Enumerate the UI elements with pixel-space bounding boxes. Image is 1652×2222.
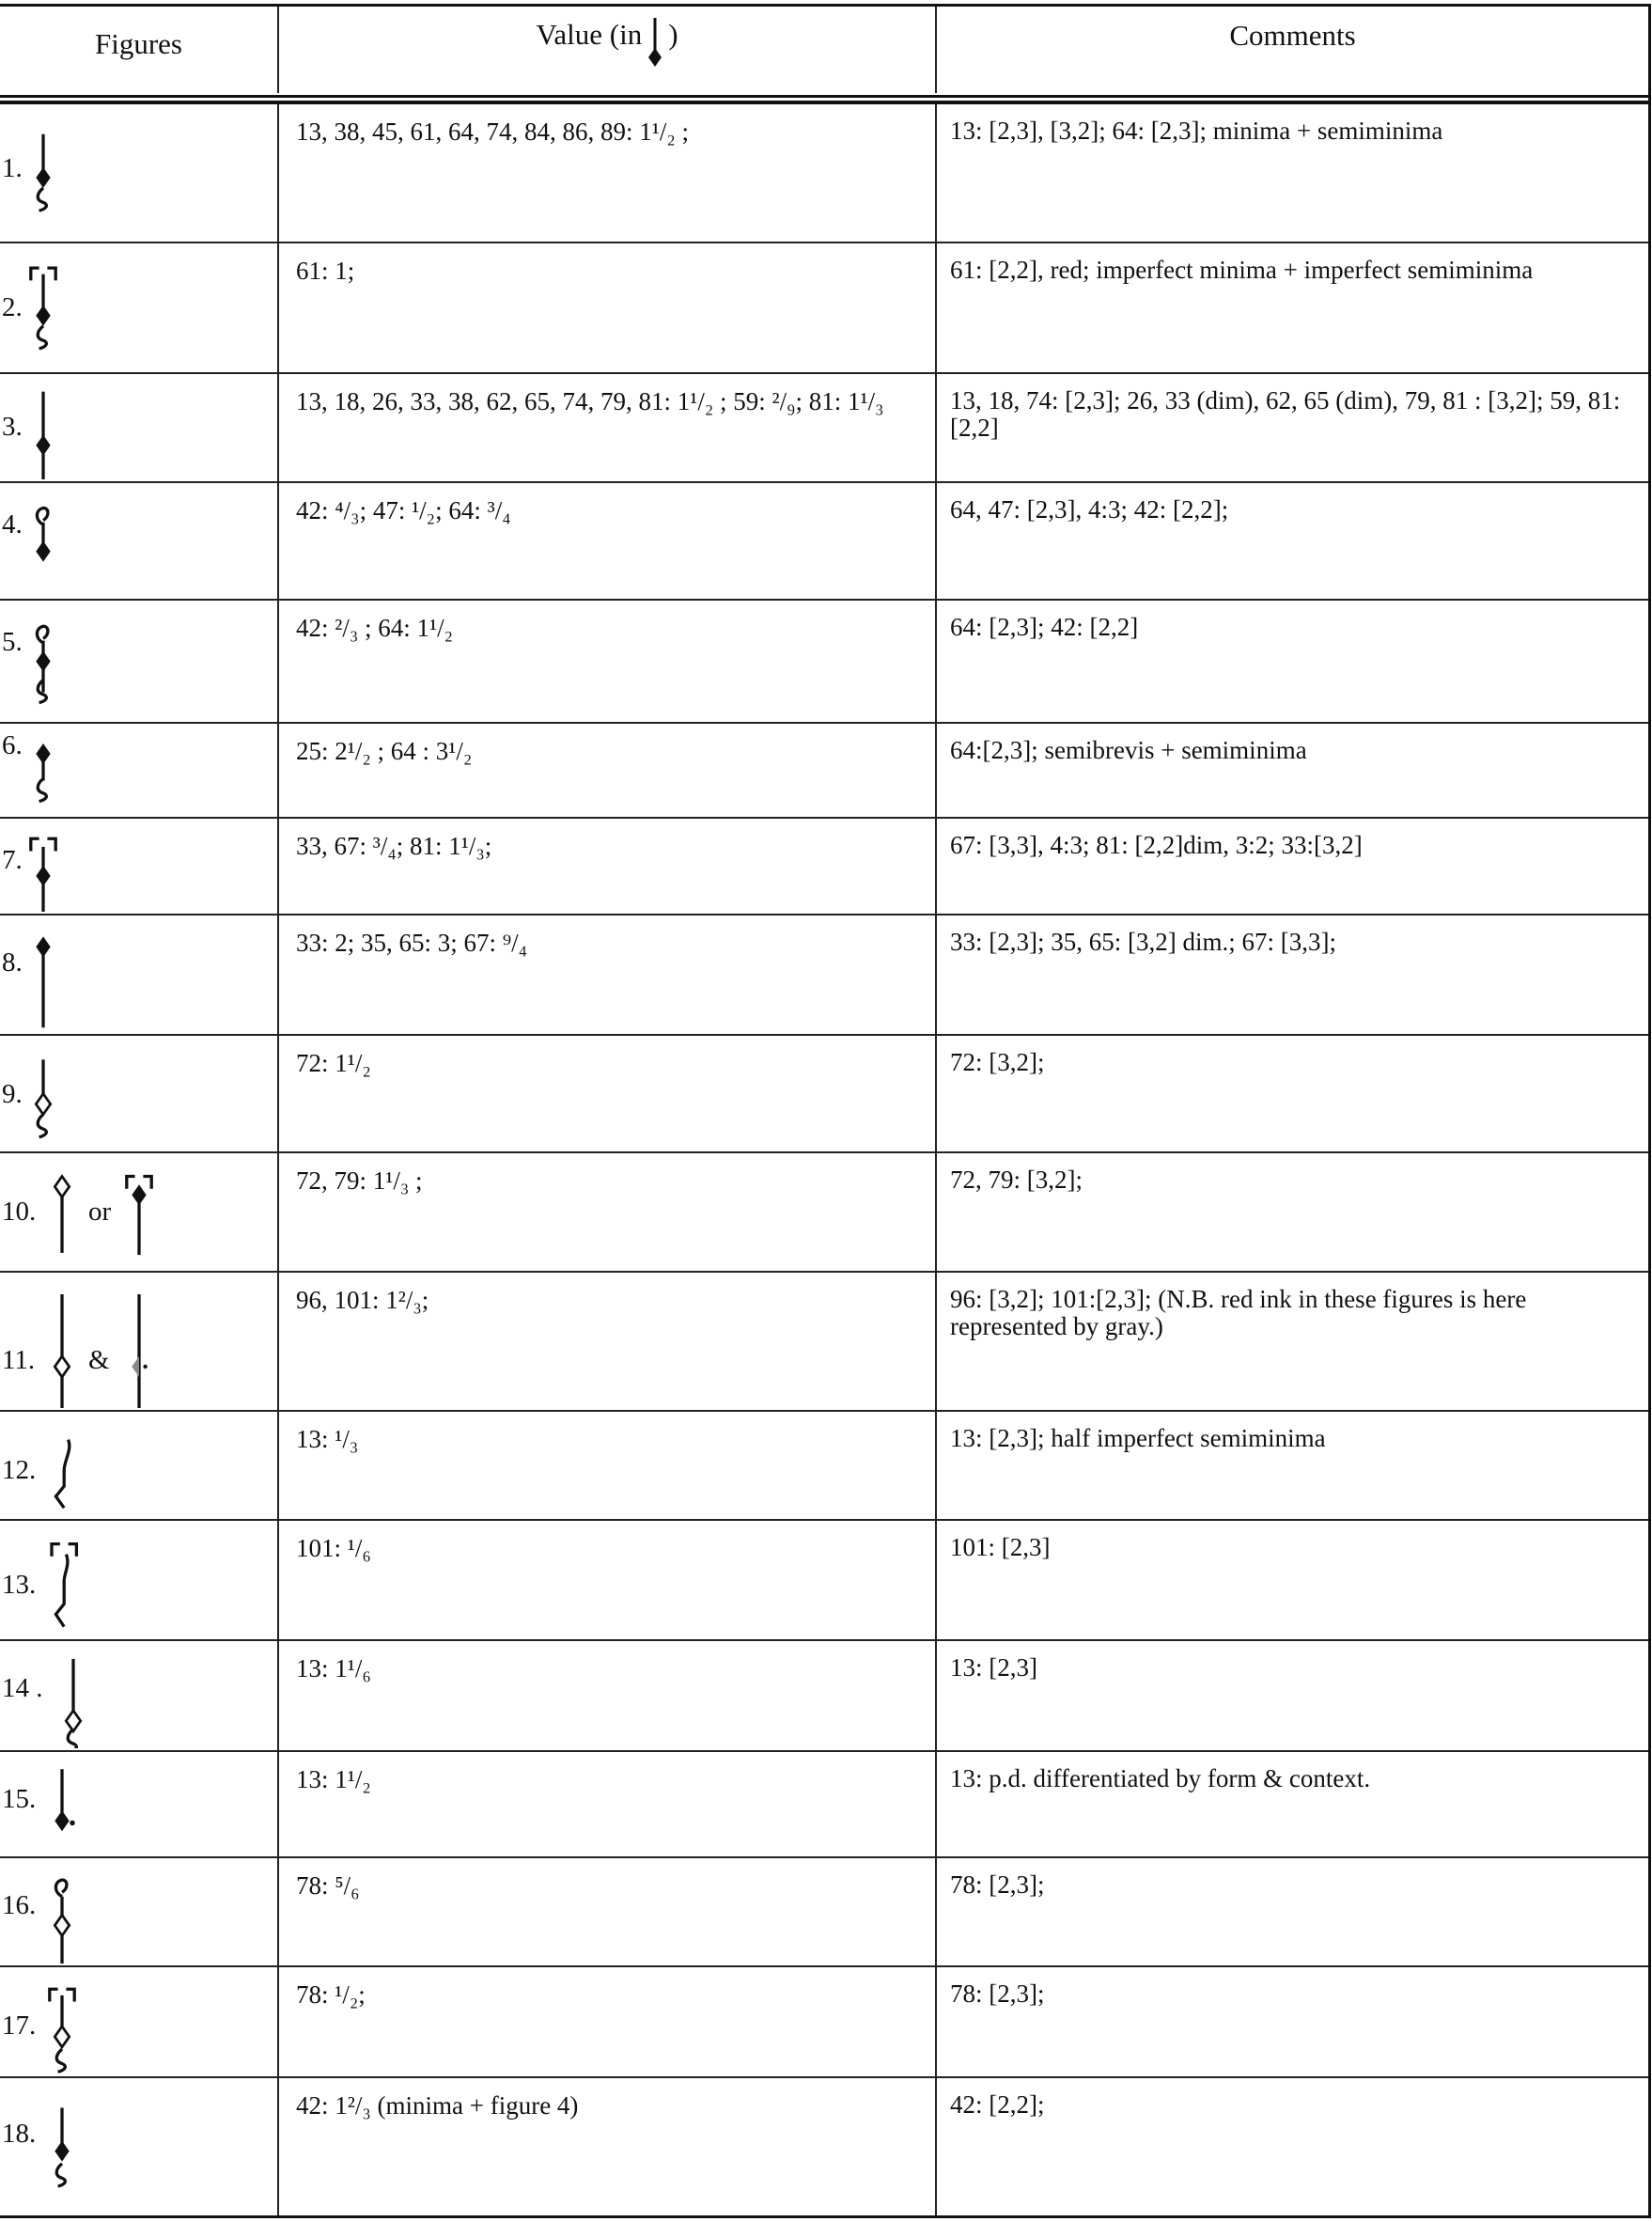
figure-number: 12.	[2, 1455, 37, 1485]
header-double-rule	[0, 95, 1648, 104]
figure-cell	[0, 1273, 279, 1410]
figure-number: 18.	[2, 2119, 37, 2149]
value-cell: 72: 1¹/₂	[279, 1036, 937, 1151]
figure-number: 2.	[2, 292, 23, 322]
mensural-note-figure-icon	[41, 1971, 83, 2074]
value-cell: 33: 2; 35, 65: 3; 67: ⁹/₄	[279, 915, 937, 1034]
figure-number: 11.	[2, 1345, 36, 1375]
mensural-note-figure-icon	[53, 1645, 94, 1748]
figure-cell	[0, 1521, 279, 1639]
comment-cell: 61: [2,2], red; imperfect minima + imperfect semiminima	[950, 256, 1534, 284]
table-row	[0, 1412, 1648, 1521]
comment-cell: 64:[2,3]; semibrevis + semiminima	[950, 736, 1307, 764]
figure-number: 16.	[2, 1890, 37, 1920]
table-row	[0, 1036, 1648, 1153]
comment-cell: 64, 47: [2,3], 4:3; 42: [2,2];	[950, 495, 1229, 524]
comment-cell: 78: [2,3];	[950, 1870, 1045, 1899]
figure-number: 3.	[2, 412, 23, 442]
value-cell: 13, 18, 26, 33, 38, 62, 65, 74, 79, 81: 1¹/₂ ; 59: ²/₉; 81: 1¹/₃	[279, 374, 937, 481]
value-cell: 42: ²/₃ ; 64: 1¹/₂	[279, 601, 937, 722]
mensural-note-alt-figure-icon	[118, 1276, 160, 1408]
table-row	[0, 1967, 1648, 2078]
figure-number: 4.	[2, 509, 23, 540]
mensural-note-figure-icon	[23, 604, 64, 720]
figure-cell	[0, 1036, 279, 1151]
table-row	[0, 1153, 1648, 1273]
mensural-note-figure-icon	[41, 1416, 83, 1517]
mensural-note-figure-icon	[23, 728, 64, 815]
mensural-note-figure-icon	[23, 1040, 64, 1150]
comment-cell: 72: [3,2];	[950, 1048, 1045, 1076]
table-row	[0, 1858, 1648, 1967]
mensural-note-figure-icon	[41, 1525, 83, 1637]
value-cell: 42: 1²/₃ (minima + figure 4)	[279, 2078, 937, 2215]
value-cell: 13, 38, 45, 61, 64, 74, 84, 86, 89: 1¹/₂ ;	[279, 104, 937, 242]
table-row	[0, 1521, 1648, 1641]
table-row	[0, 819, 1648, 915]
table-row	[0, 601, 1648, 724]
comment-cell: 72, 79: [3,2];	[950, 1166, 1083, 1194]
mensural-note-figure-icon	[23, 247, 64, 370]
mensural-note-figure-icon	[23, 487, 64, 597]
table-row	[0, 483, 1648, 601]
mensural-note-figure-icon	[41, 1157, 83, 1269]
value-cell: 101: ¹/₆	[279, 1521, 937, 1639]
comment-cell: 67: [3,3], 4:3; 81: [2,2]dim, 3:2; 33:[3,2]	[950, 831, 1363, 859]
value-cell: 13: 1¹/₆	[279, 1641, 937, 1750]
comment-cell: 64: [2,3]; 42: [2,2]	[950, 613, 1139, 641]
comment-cell: 101: [2,3]	[950, 1533, 1051, 1561]
table-row	[0, 1641, 1648, 1752]
mensural-note-figure-icon	[23, 378, 64, 479]
mensural-note-figure-icon	[23, 919, 64, 1032]
table-row	[0, 915, 1648, 1036]
mensural-note-figure-icon	[41, 1862, 83, 1964]
comment-cell: 13: [2,3], [3,2]; 64: [2,3]; minima + semiminima	[950, 117, 1443, 145]
table-header	[0, 7, 1648, 93]
figure-cell	[0, 1858, 279, 1965]
figure-number: 7.	[2, 845, 23, 875]
table-row	[0, 374, 1648, 483]
figure-number: 5.	[2, 627, 23, 657]
value-cell: 78: ⁵/₆	[279, 1858, 937, 1965]
header-comments: Comments	[1229, 19, 1356, 52]
figure-cell	[0, 2078, 279, 2215]
figure-cell	[0, 819, 279, 914]
figure-number: 14 .	[2, 1673, 43, 1703]
figure-cell	[0, 483, 279, 599]
figure-cell	[0, 601, 279, 722]
value-cell: 25: 2¹/₂ ; 64 : 3¹/₂	[279, 724, 937, 817]
table-row	[0, 1273, 1648, 1412]
table-row	[0, 2078, 1648, 2215]
table-row	[0, 1752, 1648, 1858]
comment-cell: 13, 18, 74: [2,3]; 26, 33 (dim), 62, 65 (dim), 79, 81 : [3,2]; 59, 81: [2,2]	[950, 386, 1621, 442]
figure-cell	[0, 104, 279, 242]
header-figures: Figures	[0, 7, 279, 93]
figure-connector: &	[88, 1345, 110, 1375]
figure-connector: or	[88, 1197, 112, 1227]
figure-number: 6.	[2, 730, 23, 760]
value-cell: 13: ¹/₃	[279, 1412, 937, 1519]
figure-cell	[0, 1641, 279, 1750]
figure-cell	[0, 1752, 279, 1856]
mensural-figures-table	[0, 4, 1651, 2218]
value-cell: 42: ⁴/₃; 47: ¹/₂; 64: ³/₄	[279, 483, 937, 599]
header-value-suffix: )	[668, 18, 678, 51]
mensural-note-alt-figure-icon	[118, 1157, 160, 1269]
figure-number: 10.	[2, 1197, 37, 1227]
table-row	[0, 104, 1648, 243]
value-cell: 96, 101: 1²/₃;	[279, 1273, 937, 1410]
figure-number: 15.	[2, 1784, 37, 1814]
figure-number: 13.	[2, 1570, 37, 1600]
figure-cell	[0, 1153, 279, 1271]
figure-number: 9.	[2, 1079, 23, 1109]
figure-number: 17.	[2, 2011, 37, 2041]
table-row	[0, 243, 1648, 374]
mensural-note-figure-icon	[41, 1756, 83, 1854]
value-cell: 78: ¹/₂;	[279, 1967, 937, 2076]
comment-cell: 96: [3,2]; 101:[2,3]; (N.B. red ink in these figures is here represented by gray.)	[950, 1285, 1527, 1340]
mensural-note-figure-icon	[41, 2082, 83, 2212]
figure-cell	[0, 243, 279, 372]
figure-cell	[0, 915, 279, 1034]
comment-cell: 78: [2,3];	[950, 1979, 1045, 2008]
header-value-label: Value (in	[536, 18, 643, 51]
figure-cell	[0, 374, 279, 481]
semiminima-note-icon	[642, 16, 668, 72]
comment-cell: 33: [2,3]; 35, 65: [3,2] dim.; 67: [3,3];	[950, 928, 1336, 956]
comment-cell: 13: [2,3]; half imperfect semiminima	[950, 1424, 1326, 1452]
value-cell: 33, 67: ³/₄; 81: 1¹/₃;	[279, 819, 937, 914]
figure-cell	[0, 1967, 279, 2076]
value-cell: 61: 1;	[279, 243, 937, 372]
figure-number: 1.	[2, 153, 23, 183]
table-row	[0, 724, 1648, 819]
value-cell: 72, 79: 1¹/₃ ;	[279, 1153, 937, 1271]
comment-cell: 13: [2,3]	[950, 1653, 1037, 1682]
figure-number: 8.	[2, 947, 23, 978]
mensural-note-figure-icon	[23, 822, 64, 912]
header-value	[279, 7, 937, 93]
comment-cell: 42: [2,2];	[950, 2090, 1045, 2119]
comment-cell: 13: p.d. differentiated by form & context.	[950, 1764, 1371, 1792]
figure-cell	[0, 724, 279, 817]
value-cell: 13: 1¹/₂	[279, 1752, 937, 1856]
mensural-note-figure-icon	[41, 1276, 83, 1408]
figure-cell	[0, 1412, 279, 1519]
mensural-note-figure-icon	[23, 108, 64, 240]
